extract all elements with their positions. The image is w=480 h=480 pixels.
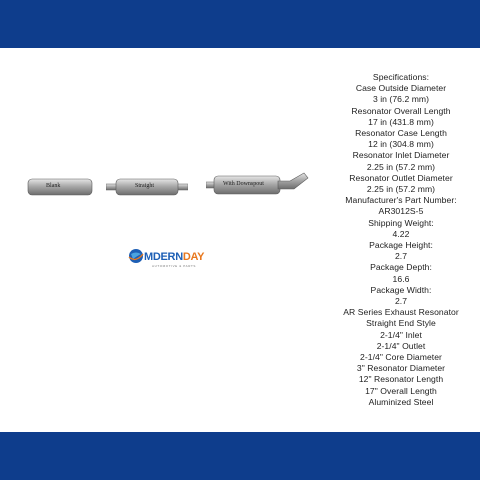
specifications-list — [338, 72, 464, 408]
spec-line: 17 in (431.8 mm) — [368, 116, 434, 127]
spec-line: 17" Overall Length — [365, 385, 437, 396]
spec-line: AR3012S-5 — [378, 206, 424, 217]
spec-line: Straight End Style — [366, 318, 436, 329]
spec-line: 3 in (76.2 mm) — [372, 94, 430, 105]
straight-resonator-image — [106, 178, 188, 196]
spec-line: Package Depth: — [370, 262, 432, 273]
spec-line: 12" Resonator Length — [358, 374, 444, 385]
downspout-resonator-image — [206, 170, 310, 200]
spec-line: Resonator Overall Length — [351, 105, 451, 116]
spec-line: Resonator Case Length — [355, 128, 447, 139]
spec-line: 2.7 — [394, 251, 408, 262]
modernday-logo — [128, 248, 214, 270]
spec-line: 2.25 in (57.2 mm) — [366, 161, 436, 172]
logo-day: DAY — [182, 251, 205, 263]
logo-wordmark — [144, 251, 204, 263]
spec-line: AR Series Exhaust Resonator — [343, 307, 459, 318]
logo-m: M — [144, 251, 153, 263]
spec-line: 2-1/4" Core Diameter — [360, 352, 442, 363]
spec-line: Resonator Inlet Diameter — [352, 150, 450, 161]
logo-dern: DERN — [152, 251, 183, 263]
spec-line: 2-1/4" Inlet — [380, 329, 422, 340]
spec-line: 3" Resonator Diameter — [356, 363, 446, 374]
spec-line: Specifications: — [372, 72, 430, 82]
spec-line: 2.7 — [394, 296, 408, 307]
spec-line: Shipping Weight: — [368, 217, 434, 228]
spec-line: Case Outside Diameter — [355, 83, 447, 94]
spec-line: Manufacturer's Part Number: — [345, 195, 457, 206]
globe-icon — [128, 248, 144, 264]
downspout-label: With Downspout — [223, 181, 264, 187]
logo-tagline: AUTOMOTIVE & PARTS — [152, 264, 196, 268]
top-banner — [0, 0, 480, 48]
blank-resonator-image — [26, 178, 94, 196]
spec-line: 16.6 — [392, 273, 410, 284]
spec-line: 2.25 in (57.2 mm) — [366, 184, 436, 195]
spec-line: Resonator Outlet Diameter — [349, 172, 453, 183]
spec-line: Package Height: — [369, 240, 433, 251]
spec-line: 2-1/4" Outlet — [376, 340, 426, 351]
spec-line: Aluminized Steel — [368, 396, 434, 407]
spec-line: Package Width: — [370, 284, 432, 295]
bottom-banner — [0, 432, 480, 480]
spec-line: 12 in (304.8 mm) — [368, 139, 434, 150]
blank-label: Blank — [46, 183, 61, 189]
straight-label: Straight — [135, 183, 154, 189]
spec-line: 4.22 — [392, 228, 410, 239]
